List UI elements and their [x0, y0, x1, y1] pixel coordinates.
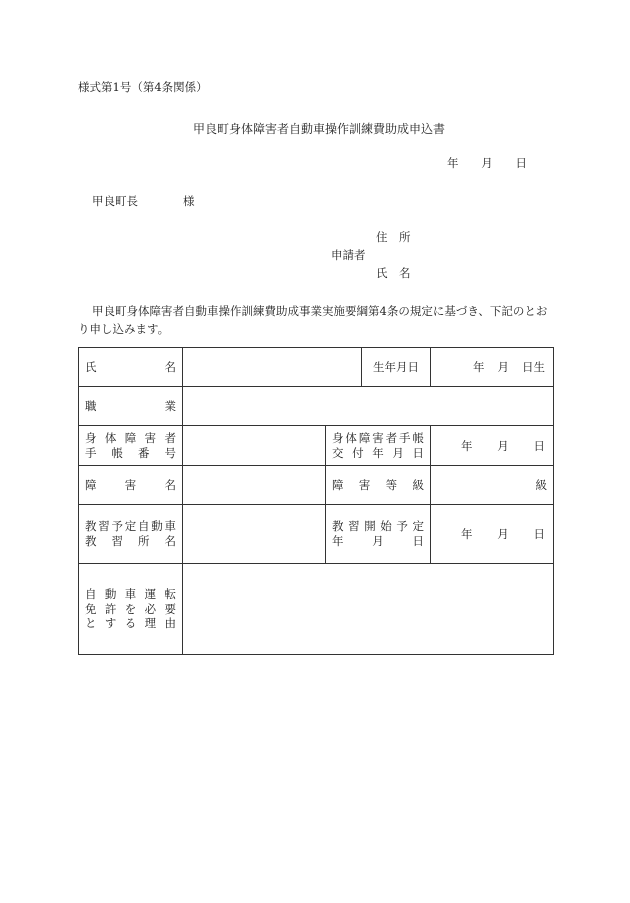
- disability-grade-input[interactable]: [431, 466, 554, 505]
- name-label-cell: [79, 348, 183, 387]
- reason-label-3: と す る 理 由: [85, 616, 176, 631]
- row-reason: [79, 564, 554, 655]
- date-month: 月: [481, 156, 493, 170]
- intro-line-2: り申し込みます。: [78, 322, 170, 336]
- row-disability: [79, 466, 554, 505]
- handbook-date-month: 月: [497, 438, 509, 453]
- row-occupation: [79, 387, 554, 426]
- row-driving-school: [79, 505, 554, 564]
- start-label-cell: [326, 505, 431, 564]
- disability-name-label-cell: [79, 466, 183, 505]
- school-label-2: 教 習 所 名: [85, 534, 176, 548]
- start-label-2: [332, 534, 424, 549]
- birthdate-day: 日生: [522, 360, 545, 374]
- start-date-year: 年: [461, 527, 473, 541]
- name-input[interactable]: [183, 348, 326, 387]
- start-label-month: 月: [372, 534, 384, 548]
- handbook-no-label-cell: [79, 426, 183, 466]
- start-date-input[interactable]: [431, 505, 554, 564]
- school-label-cell: [79, 505, 183, 564]
- document-title: 甲良町身体障害者自動車操作訓練費助成申込書: [193, 122, 446, 136]
- handbook-date-day: 日: [533, 438, 545, 453]
- start-label-day: 日: [412, 534, 424, 548]
- name-input-spacer: [326, 348, 431, 387]
- date-line: [447, 158, 527, 170]
- handbook-date-label-2: 交 付 年 月 日: [332, 445, 424, 460]
- start-date-day: 日: [533, 527, 545, 541]
- birthdate-year: 年: [473, 360, 485, 374]
- handbook-no-label-2: 手 帳 番 号: [85, 445, 176, 460]
- application-table: [78, 347, 554, 655]
- date-year: 年: [447, 156, 459, 170]
- start-label-year: 年: [332, 534, 344, 548]
- occupation-label-cell: [79, 387, 183, 426]
- school-input[interactable]: [183, 505, 326, 564]
- handbook-date-label-cell: [326, 426, 431, 466]
- start-label-1: 教 習 開 始 予 定: [332, 519, 424, 534]
- birthdate-label: 生年月日: [361, 348, 430, 386]
- reason-label-cell: [79, 564, 183, 655]
- disability-grade-label: 障 害 等 級: [332, 478, 424, 492]
- addressee-name: 甲良町長: [92, 194, 138, 208]
- birthdate-input[interactable]: [431, 348, 554, 387]
- handbook-no-label-1: 身 体 障 害 者: [85, 430, 176, 445]
- row-handbook: [79, 426, 554, 466]
- address-label: 住 所: [376, 230, 411, 244]
- handbook-date-year: 年: [461, 438, 473, 453]
- occupation-label: 職 業: [85, 399, 176, 413]
- reason-label-1: 自 動 車 運 転: [85, 586, 176, 601]
- occupation-input[interactable]: [183, 387, 554, 426]
- reason-input[interactable]: [183, 564, 554, 655]
- row-name: [79, 348, 554, 387]
- date-day: 日: [515, 156, 527, 170]
- addressee-honorific: 様: [183, 194, 195, 208]
- birthdate-month: 月: [497, 360, 509, 374]
- handbook-no-input[interactable]: [183, 426, 326, 466]
- disability-grade-unit: 級: [535, 478, 547, 492]
- reason-label-2: 免 許 を 必 要: [85, 601, 176, 616]
- disability-grade-label-cell: [326, 466, 431, 505]
- handbook-date-label-1: 身 体 障 害 者 手 帳: [332, 430, 424, 445]
- name-input-tail: [326, 348, 362, 386]
- disability-name-label: 障 害 名: [85, 478, 176, 492]
- applicant-label: 申請者: [331, 248, 366, 262]
- name-label: 氏 名: [85, 360, 176, 374]
- school-label-1: 教 習 予 定 自 動 車: [85, 519, 176, 534]
- form-number: 様式第1号（第4条関係）: [78, 80, 208, 94]
- applicant-name-label: 氏 名: [376, 266, 411, 280]
- start-date-month: 月: [497, 527, 509, 541]
- handbook-date-input[interactable]: [431, 426, 554, 466]
- intro-line-1: 甲良町身体障害者自動車操作訓練費助成事業実施要綱第4条の規定に基づき、下記のとお: [92, 304, 548, 318]
- disability-name-input[interactable]: [183, 466, 326, 505]
